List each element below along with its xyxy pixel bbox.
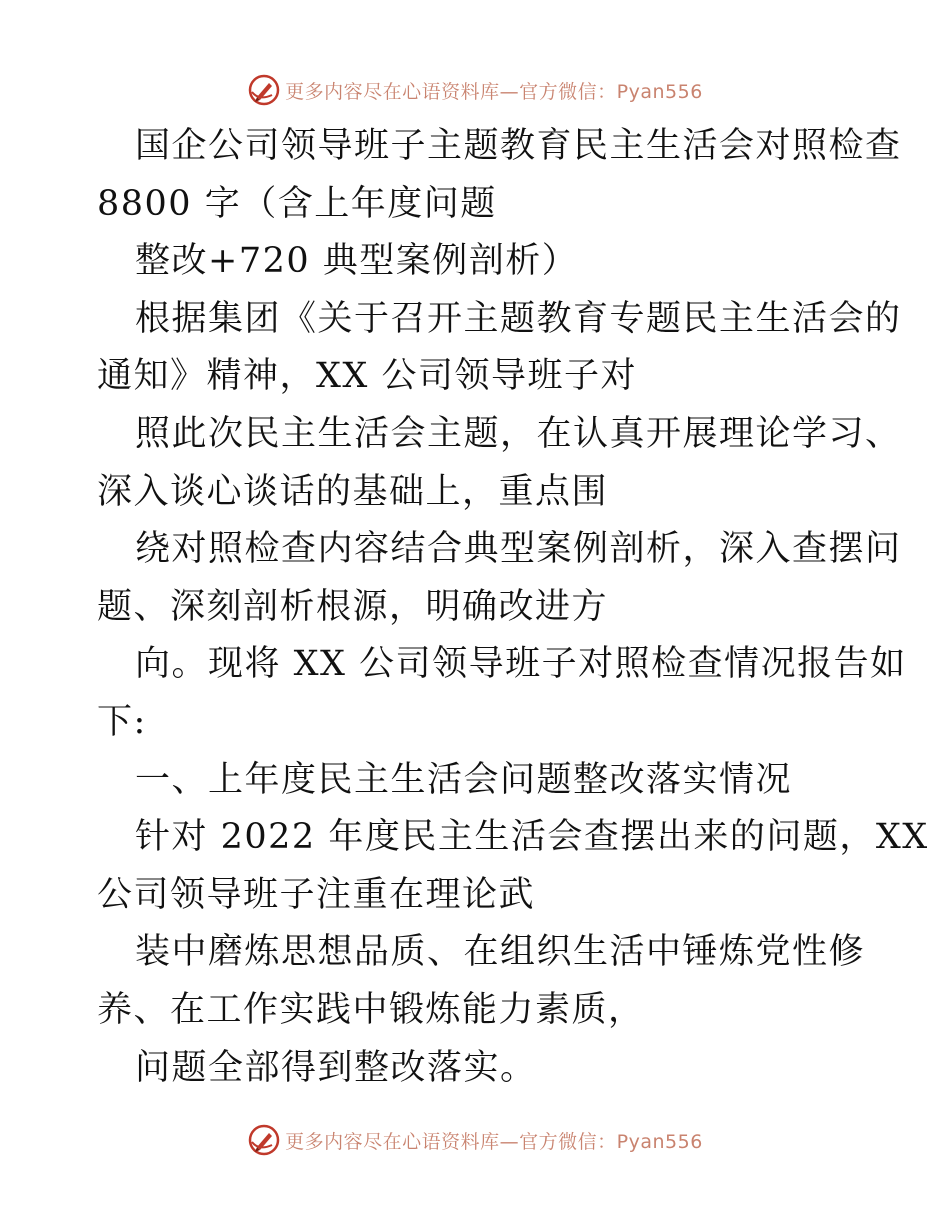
paragraph-line: 根据集团《关于召开主题教育专题民主生活会的 xyxy=(135,298,902,339)
paragraph-line: 装中磨炼思想品质、在组织生活中锤炼党性修 xyxy=(135,932,866,973)
paragraph-line: 针对 2022 年度民主生活会查摆出来的问题，XX xyxy=(135,817,929,858)
footer-watermark xyxy=(0,1120,950,1160)
paragraph-line: 问题全部得到整改落实。 xyxy=(135,1047,537,1088)
paragraph-line: 绕对照检查内容结合典型案例剖析，深入查摆问 xyxy=(135,529,902,570)
paragraph-line: 通知》精神，XX 公司领导班子对 xyxy=(97,356,637,397)
paragraph-line: 照此次民主生活会主题，在认真开展理论学习、 xyxy=(135,413,902,454)
paragraph-line: 向。现将 XX 公司领导班子对照检查情况报告如 xyxy=(135,644,907,685)
pen-logo-icon xyxy=(247,73,281,107)
pen-logo-icon xyxy=(247,1123,281,1157)
paragraph-line: 公司领导班子注重在理论武 xyxy=(97,874,536,915)
header-watermark xyxy=(0,70,950,110)
paragraph-line: 养、在工作实践中锻炼能力素质， xyxy=(97,989,645,1030)
paragraph-line: 题、深刻剖析根源，明确改进方 xyxy=(97,586,609,627)
paragraph-line: 深入谈心谈话的基础上，重点围 xyxy=(97,471,609,512)
watermark-text: 更多内容尽在心语资料库—官方微信：Pyan556 xyxy=(285,80,703,103)
section-heading: 一、上年度民主生活会问题整改落实情况 xyxy=(135,759,793,800)
document-body xyxy=(97,118,929,1097)
doc-title-line: 整改+720 典型案例剖析） xyxy=(135,241,579,282)
watermark-text: 更多内容尽在心语资料库—官方微信：Pyan556 xyxy=(285,1130,703,1153)
doc-title-line: 8800 字（含上年度问题 xyxy=(97,183,497,224)
paragraph-line: 下: xyxy=(97,701,147,742)
doc-title-line: 国企公司领导班子主题教育民主生活会对照检查 xyxy=(135,126,902,166)
